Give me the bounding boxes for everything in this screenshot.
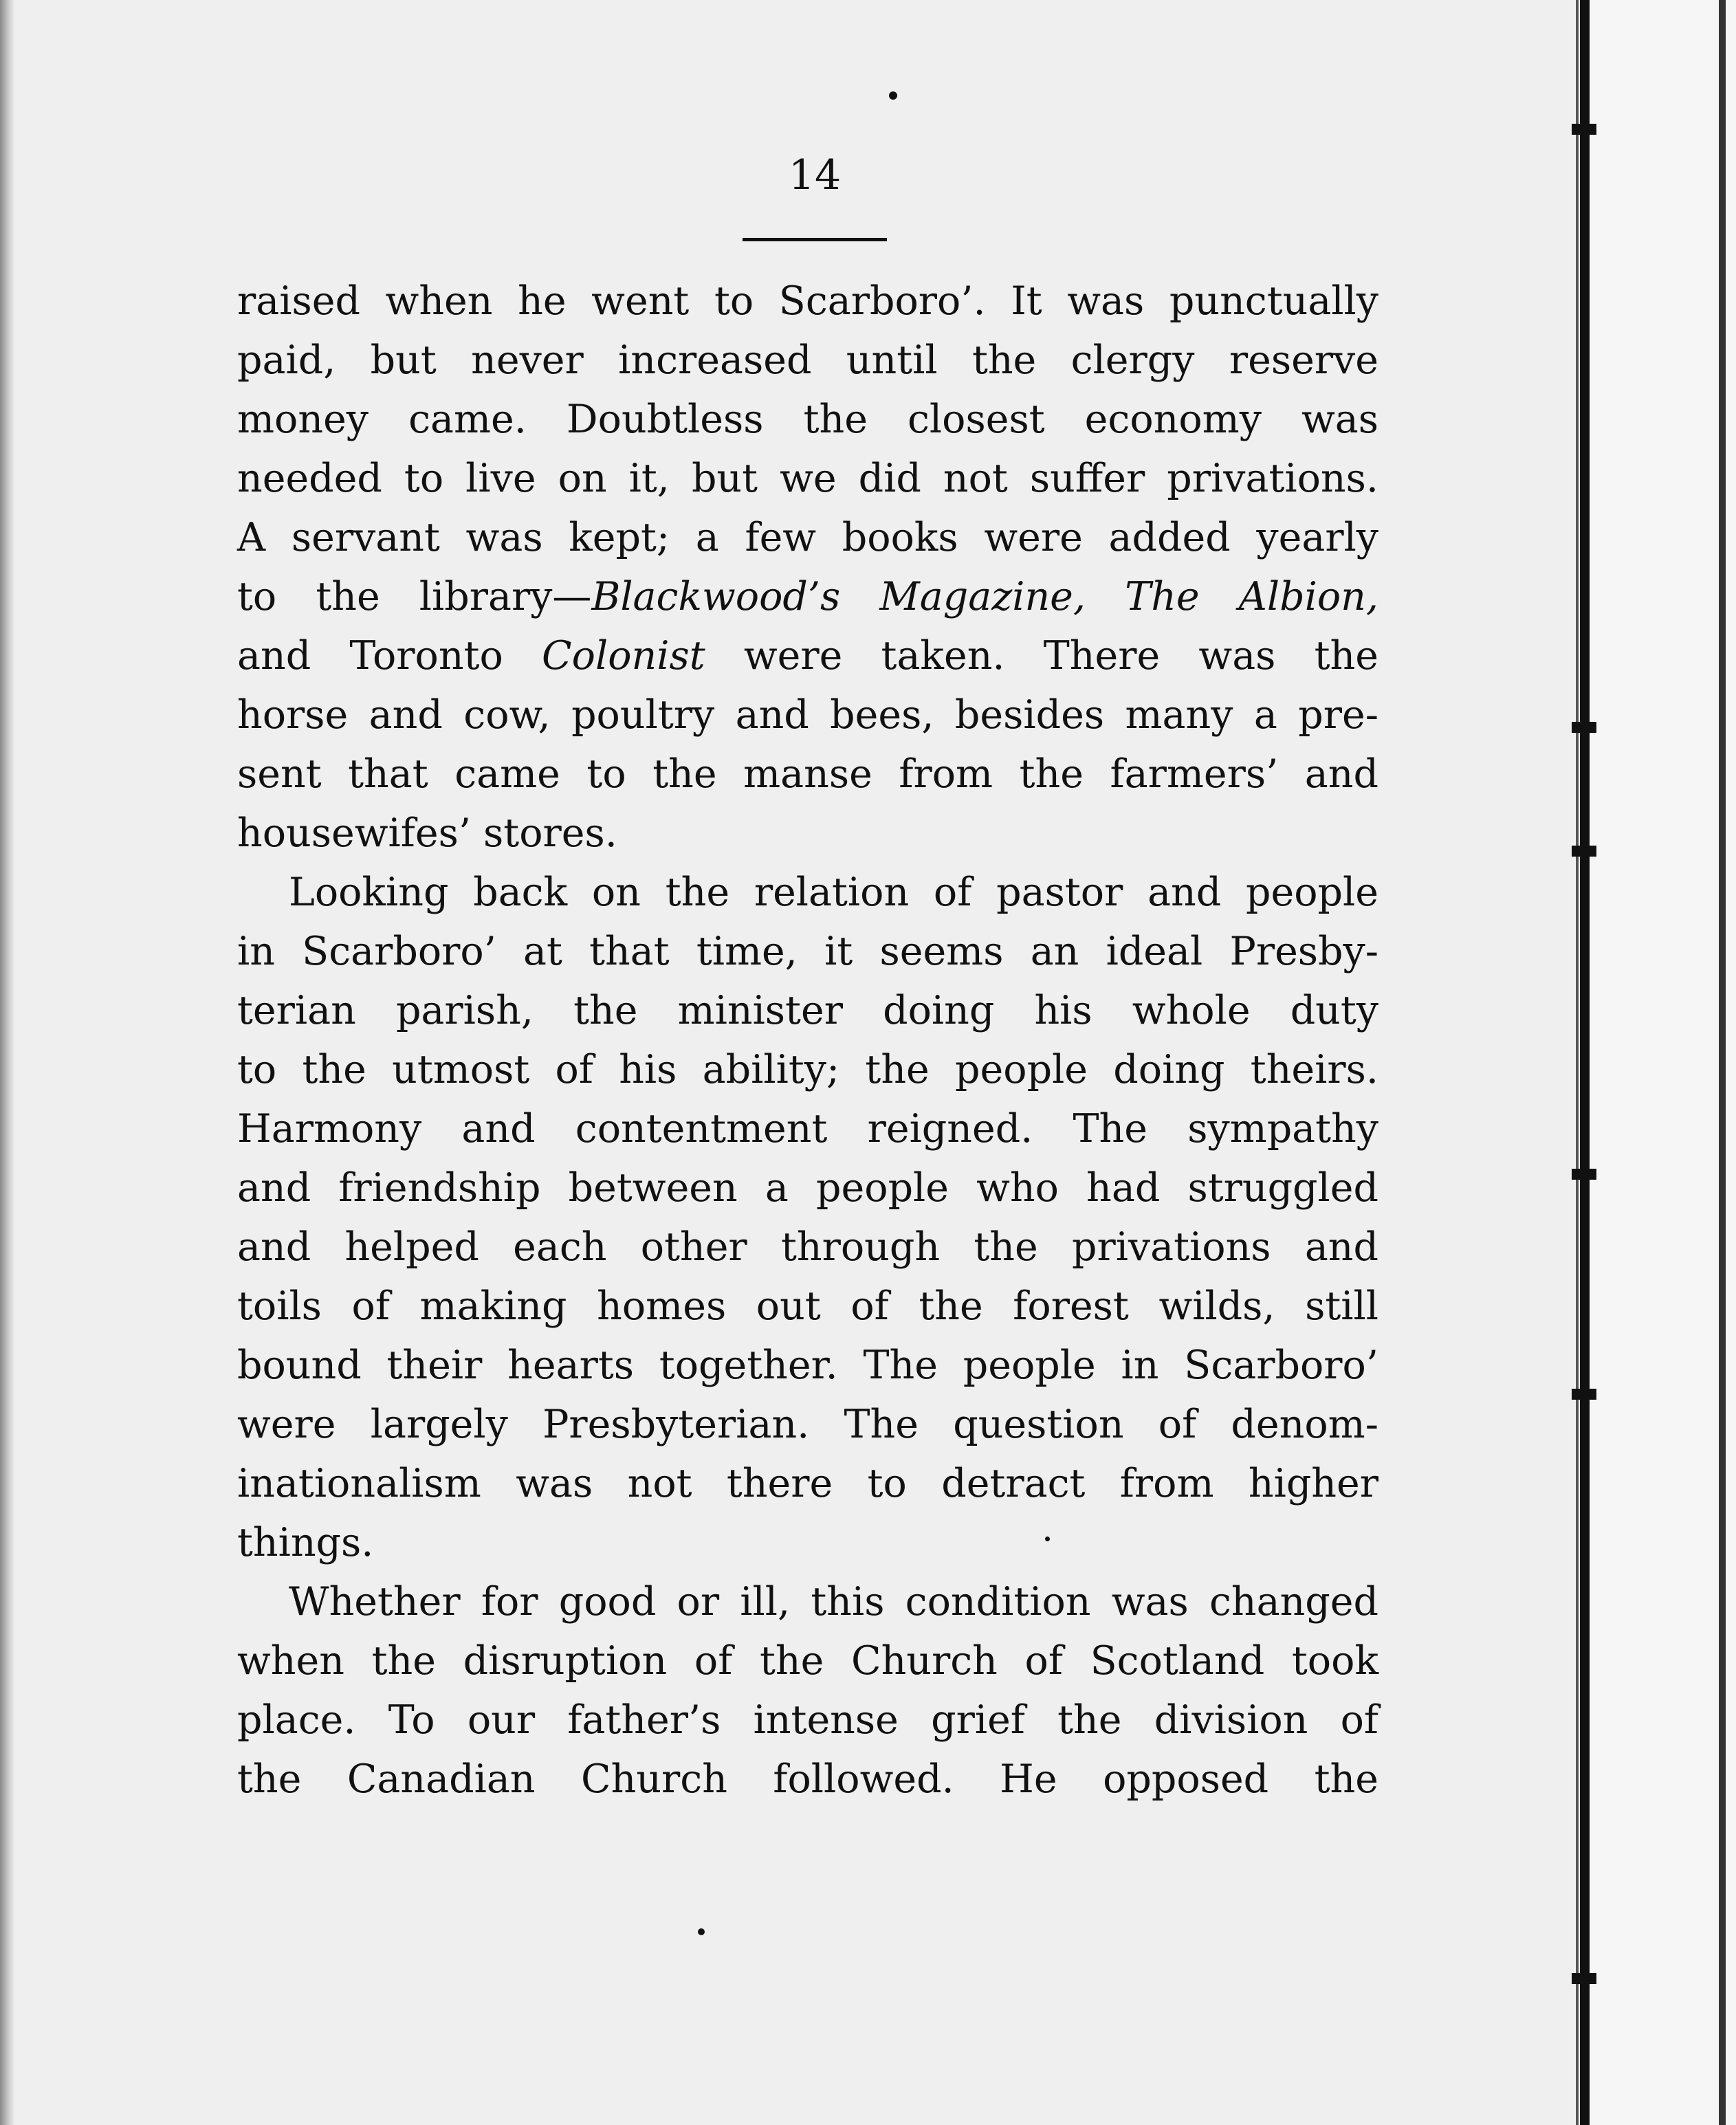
- binding-notch: [1572, 846, 1596, 857]
- text-line: and helped each other through the privations and: [237, 1224, 1378, 1270]
- text-line: when the disruption of the Church of Scotland took: [237, 1638, 1378, 1684]
- text-line: and friendship between a people who had struggled: [237, 1165, 1378, 1211]
- text-line: to the library—Blackwood’s Magazine, The Albion,: [237, 574, 1379, 619]
- binding-notch: [1572, 722, 1596, 733]
- text-line: A servant was kept; a few books were added yearly: [237, 515, 1378, 560]
- text-line: money came. Doubtless the closest economy was: [237, 397, 1378, 442]
- text-line: paid, but never increased until the clergy reserve: [237, 338, 1378, 383]
- ink-speck: [889, 91, 897, 100]
- text-line: were largely Presbyterian. The question of denom-: [237, 1402, 1378, 1447]
- binding-line: [1580, 0, 1590, 2125]
- binding-notch: [1572, 1169, 1596, 1180]
- text-line: Whether for good or ill, this condition was changed: [289, 1579, 1378, 1625]
- body-text: [237, 272, 1378, 1809]
- binding-line-right: [1719, 0, 1726, 2125]
- binding-strip: [1574, 0, 1736, 2125]
- text-line: to the utmost of his ability; the people doing theirs.: [237, 1047, 1378, 1092]
- text-line: sent that came to the manse from the farmers’ and: [237, 751, 1378, 797]
- binding-notch: [1572, 1389, 1596, 1400]
- binding-notch: [1572, 124, 1596, 135]
- page-number-rule: [743, 238, 887, 241]
- text-line: Looking back on the relation of pastor and people: [289, 870, 1378, 915]
- text-line: housewifes’ stores.: [237, 811, 617, 856]
- text-line: the Canadian Church followed. He opposed the: [237, 1757, 1378, 1802]
- text-line: things.: [237, 1520, 374, 1565]
- text-line: bound their hearts together. The people in Scarboro’: [237, 1343, 1378, 1388]
- text-line: raised when he went to Scarboro’. It was punctually: [237, 278, 1378, 324]
- text-line: horse and cow, poultry and bees, besides many a pre-: [237, 692, 1378, 738]
- text-line: place. To our father’s intense grief the division of: [237, 1697, 1378, 1743]
- scan-left-edge: [0, 0, 15, 2125]
- page-number: 14: [788, 151, 842, 199]
- text-line: and Toronto Colonist were taken. There was the: [237, 633, 1378, 679]
- text-line: needed to live on it, but we did not suffer privations.: [237, 456, 1378, 501]
- text-line: toils of making homes out of the forest wilds, still: [237, 1284, 1378, 1329]
- text-line: Harmony and contentment reigned. The sympathy: [237, 1106, 1378, 1152]
- binding-notch: [1572, 1973, 1596, 1984]
- ink-speck: [698, 1928, 705, 1935]
- binding-line-thin: [1576, 0, 1579, 2125]
- text-line: inationalism was not there to detract from higher: [237, 1461, 1378, 1506]
- text-line: in Scarboro’ at that time, it seems an ideal Presby-: [237, 929, 1378, 974]
- text-line: terian parish, the minister doing his whole duty: [237, 988, 1378, 1033]
